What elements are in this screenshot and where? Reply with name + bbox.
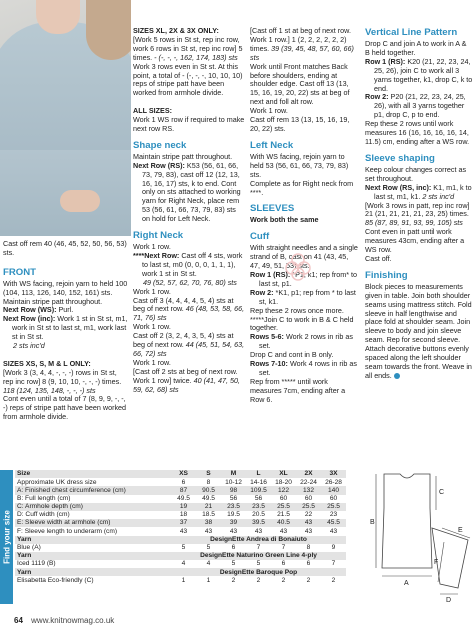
castoff: Cast off. (365, 253, 392, 263)
table-cell: 7 (256, 544, 261, 552)
row-label: A: Finished chest circumference (cm) (15, 486, 171, 494)
table-row (15, 495, 346, 503)
rn7: Work 1 row. (133, 357, 171, 367)
table-cell: 49.5 (202, 494, 215, 502)
section-left-neck: Left Neck (250, 139, 294, 151)
label: Row 2: (365, 92, 389, 102)
vlp-p1: Drop C and join A to work in A & B held together. (365, 39, 467, 57)
table-cell: 2 (306, 576, 311, 584)
table-cell: 7 (331, 560, 336, 568)
ln-p1: With WS facing, rejoin yarn to held 53 (56, 61, 66, 73, 79, 83) sts. (250, 151, 349, 179)
body-outline (382, 474, 432, 568)
diagram-label-d: D (446, 597, 452, 604)
table-cell: 60 (279, 494, 288, 502)
work3: [Work 3 rows in patt, rep inc row] 21 (21, 21, 21, 21, 23, 25) times. (365, 200, 470, 219)
text: P20 (21, 22, 23, 24, 25, 26), with all 3 yarns together p1, drop C, p to end. (374, 92, 466, 120)
table-cell: 22 (304, 511, 313, 519)
table-cell: 98 (221, 486, 246, 494)
size-table (15, 470, 346, 585)
table-cell: 18.5 (202, 511, 215, 519)
table-cell: 8 (206, 478, 211, 486)
table-header-cell: 3X (321, 470, 346, 478)
model-hand (60, 190, 100, 212)
sweater-photo (0, 0, 131, 236)
sizes-note: - (-, -, -, 162, 174, 183) sts (154, 52, 238, 62)
table-cell: 6 (281, 560, 286, 568)
col1-intro: Cast off rem 40 (46, 45, 52, 50, 56, 53) sts. (3, 239, 127, 257)
sizes-label: SIZES XL, 2X & 3X ONLY: (133, 26, 219, 35)
page-number: 64 (14, 616, 23, 625)
table-cell: 2 (281, 576, 286, 584)
label: Row 2: (250, 287, 274, 297)
shaping-p1: Keep colour changes correct as set throughout. (365, 164, 467, 183)
text: Cast off 4 sts, work to last st, m0 (0, 0, 0, 1, 1, 1), work 1 st in St st. (142, 251, 243, 278)
table-cell: 21.5 (277, 511, 290, 519)
table-cell: 26-28 (325, 478, 342, 486)
diagram-label-f: F (434, 559, 439, 566)
table-row (15, 527, 346, 535)
rep-until: Rep from ***** until work measures 7cm, ending after a Row 6. (250, 376, 346, 404)
table-cell: 43 (329, 527, 338, 535)
table-header-cell: XS (171, 470, 196, 478)
cuff-p1: With straight needles and a single strand of B, cast on 41 (43, 45, 47, 49, 51, 53) sts. (250, 243, 358, 271)
note: 44 (45, 51, 54, 63, 66, 72) sts (133, 340, 245, 358)
text: Purl. (56, 305, 74, 315)
all-sizes-label: ALL SIZES: (133, 106, 173, 116)
table-cell: 43 (204, 527, 213, 535)
diagram-label-c: C (439, 489, 445, 496)
table-cell: 2 (256, 576, 261, 584)
column-2 (133, 27, 245, 395)
text: K53 (56, 61, 66, 73, 79, 83), cast off 12 (12, 13, 16, 16, 17) sts, k to end. Cont only on sts attached to working yarn for Right Neck, place rem 53 (56, 61, 66, 73, 79, 83) sts on hold for Left Neck. (142, 160, 241, 224)
section-vertical-line: Vertical Line Pattern (365, 27, 458, 38)
table-cell: 23.5 (246, 503, 271, 511)
text: K20 (21, 22, 23, 24, 25, 26), join C to work all 3 yarns together, k1, drop C, k to end. (374, 56, 473, 93)
table-cell: 4 (206, 560, 211, 568)
table-cell: 18 (179, 511, 188, 519)
table-cell: 40.5 (271, 519, 296, 527)
table-cell: 109.5 (246, 486, 271, 494)
label: Row 1 (RS): (365, 56, 406, 66)
table-cell: 43 (279, 527, 288, 535)
table-cell: 25.5 (321, 503, 346, 511)
note: 39 (39, 45, 48, 57, 60, 66) sts (250, 43, 354, 62)
find-your-size-tab (0, 470, 13, 604)
table-cell: 43 (179, 527, 188, 535)
section-shape-neck: Shape neck (133, 139, 187, 151)
table-cell: 5 (181, 544, 186, 552)
table-cell: 45.5 (321, 519, 346, 527)
table-cell: 140 (321, 486, 346, 494)
row-label: Approximate UK dress size (17, 478, 97, 486)
table-cell: 43 (304, 527, 313, 535)
table-header-cell: L (246, 470, 271, 478)
row-label: D: Cuff width (cm) (17, 511, 70, 519)
table-cell: 1 (206, 576, 211, 584)
cont: Cont even in patt until work measures 43cm, ending after a WS row. (365, 227, 465, 255)
table-cell: 39 (221, 519, 246, 527)
table-header-cell: Size (15, 470, 171, 478)
text: Work 4 rows in rib as set. (259, 359, 357, 377)
label: ****Next Row: (133, 251, 180, 261)
text: *K1, p1; rep from * to last st, k1. (259, 287, 356, 306)
table-cell: 6 (231, 544, 236, 552)
table-cell: 18-20 (275, 478, 292, 486)
table-cell: 22-24 (300, 478, 317, 486)
table-cell: 87 (171, 486, 196, 494)
table-cell: 56 (254, 494, 263, 502)
table-cell: 60 (304, 494, 313, 502)
p3: Work 1 row. (250, 106, 288, 116)
p2: Work until Front matches Back before shoulders, ending at shoulder edge. Cast off 13 (13, 15, 16, 19, 20, 22) sts at beg of next and foll alt row. (250, 61, 350, 107)
yarn-amount-row (15, 544, 346, 552)
table-row (15, 503, 346, 511)
table-cell: 19.5 (227, 511, 240, 519)
shape-neck-p1: Maintain stripe patt throughout. (133, 151, 233, 161)
note: 49 (52, 57, 62, 70, 76, 80) sts (143, 277, 237, 287)
flower-watermark-icon (278, 246, 318, 286)
note: 2 sts inc'd (422, 191, 455, 201)
table-cell: 37 (171, 519, 196, 527)
section-right-neck: Right Neck (133, 230, 184, 242)
note: 85 (87, 89, 91, 93, 99, 105) sts (365, 218, 463, 228)
cont: Cont even until a total of 7 (8, 9, 9, -, -, -) reps of stripe patt have been worked from armhole divide. (3, 394, 127, 422)
yarn-name: DesignEtte Naturino Green Line 4-ply (171, 552, 346, 560)
label: Next Row (RS, inc): (365, 182, 432, 192)
note: 2 sts inc'd (13, 341, 45, 351)
garment-schematic (370, 472, 473, 604)
drop: Drop C and cont in B only. (250, 350, 334, 360)
column-4 (365, 27, 473, 381)
table-header-cell: XL (271, 470, 296, 478)
end-bullet-icon (394, 373, 400, 379)
label: Rows 7-10: (250, 359, 288, 369)
table-row (15, 486, 346, 494)
footer-url[interactable]: www.knitnowmag.co.uk (31, 616, 115, 625)
yarn-name: DesignEtte Andrea di Bonaiuto (171, 536, 346, 544)
yarn-amount-row (15, 560, 346, 568)
text: K1, m1, k to last st, m1, k1. (374, 182, 472, 201)
rn3: Work 1 row. (133, 286, 171, 296)
table-cell: 43 (296, 519, 321, 527)
rn4: Cast off 3 (4, 4, 4, 4, 5, 4) sts at beg of next row. (133, 295, 234, 314)
p1: [Cast off 1 st at beg of next row. Work 1 row.] 1 (2, 2, 2, 2, 2, 2) times. (250, 26, 351, 53)
sizes-text: [Work 5 rows in St st, rep inc row, work 6 rows in St st, rep inc row] 5 times. (133, 34, 243, 62)
table-cell: 5 (231, 560, 236, 568)
label: Next Row (WS): (3, 305, 57, 315)
section-finishing: Finishing (365, 269, 408, 281)
sleeve-outline (432, 528, 468, 588)
row-label: B: Full length (cm) (17, 494, 71, 502)
front-p1: With WS facing, rejoin yarn to held 100 (104, 113, 126, 140, 152, 161) sts. Maintain stripe patt throughout. (3, 278, 128, 306)
diagram-label-b: B (370, 519, 375, 526)
table-header-cell: M (221, 470, 246, 478)
table-cell: 60 (329, 494, 338, 502)
label: Row 1 (RS): (250, 270, 291, 280)
note: 40 (41, 47, 50, 59, 62, 68) sts (133, 375, 240, 394)
table-cell: 21 (196, 503, 221, 511)
table-row (15, 478, 346, 486)
table-cell: 49.5 (177, 494, 190, 502)
row-label: Elisabetta Eco-friendly (C) (17, 576, 94, 584)
label: Next Row (RS): (133, 160, 185, 170)
table-cell: 2 (331, 576, 336, 584)
section-sleeves: SLEEVES (250, 203, 295, 215)
column-3 (250, 27, 360, 405)
rn1: Work 1 row. (133, 242, 171, 252)
label: Rows 5-6: (250, 332, 284, 342)
table-cell: 6 (306, 560, 311, 568)
side-tab-label: Find your size (2, 510, 11, 564)
table-cell: 4 (181, 560, 186, 568)
table-cell: 23.5 (221, 503, 246, 511)
column-1 (3, 240, 128, 422)
row-label: Yarn (15, 552, 171, 560)
table-header-cell: 2X (296, 470, 321, 478)
table-cell: 132 (296, 486, 321, 494)
section-cuff: Cuff (250, 231, 270, 243)
note: 46 (48, 53, 58, 66, 71, 76) sts (133, 304, 245, 323)
table-cell: 25.5 (271, 503, 296, 511)
yarn-row (15, 568, 346, 576)
rn5: Work 1 row. (133, 322, 171, 332)
label: Next Row (inc): (3, 314, 56, 324)
row-label: C: Armhole depth (cm) (15, 503, 171, 511)
table-cell: 56 (229, 494, 238, 502)
sizes-label: SIZES XS, S, M & L ONLY: (3, 358, 91, 368)
table-cell: 39.5 (246, 519, 271, 527)
yarn-row (15, 552, 346, 560)
row-label: Blue (A) (17, 544, 41, 552)
sleeves-sub: Work both the same (250, 215, 319, 225)
row-label: F: Sleeve length to underarm (cm) (17, 527, 118, 535)
work3: Work 3 rows even in St st. At this point, a total of - (-, -, -, 10, 10, 10) reps of stripe patt have been worked from armhole divide. (133, 61, 243, 98)
table-cell: 5 (206, 544, 211, 552)
table-cell: 23 (329, 511, 338, 519)
table-cell: 9 (331, 544, 336, 552)
diagram-label-e: E (458, 527, 463, 534)
diagram-label-a: A (404, 580, 409, 587)
table-cell: 90.5 (196, 486, 221, 494)
table-cell: 14-16 (250, 478, 267, 486)
table-cell: 10-12 (225, 478, 242, 486)
table-cell: 43 (229, 527, 238, 535)
text: Work 2 rows in rib as set. (259, 332, 353, 351)
rep-text: Rep these 2 rows until work measures 16 (16, 16, 16, 16, 14, 11.5) cm, ending after a WS row. (365, 119, 470, 146)
sizes-note: 118 (124, 135, 148, -, -, -) sts (3, 385, 96, 395)
p4: Cast off rem 13 (13, 15, 16, 19, 20, 22) sts. (250, 115, 350, 133)
table-cell: 6 (181, 478, 186, 486)
row-label: E: Sleeve width at armhole (cm) (15, 519, 171, 527)
rn8: [Cast off 2 sts at beg of next row. Work 1 row] twice. (133, 366, 238, 385)
yarn-row (15, 536, 346, 544)
text: Work 1 st in St st, m1, work in St st to last st, m1, work last st in St st. (12, 314, 128, 342)
table-header-cell: S (196, 470, 221, 478)
table-cell: 25.5 (296, 503, 321, 511)
section-front: FRONT (3, 266, 37, 278)
table-cell: 38 (196, 519, 221, 527)
row-label: Iced 1119 (B) (17, 560, 56, 568)
rep-text: Rep these 2 rows once more. *****Join C to work in B & C held together. (250, 305, 354, 333)
table-cell: 19 (171, 503, 196, 511)
table-cell: 1 (181, 576, 186, 584)
table-cell: 2 (231, 576, 236, 584)
table-header-row (15, 470, 346, 478)
all-sizes-text: Work 1 WS row if required to make next row RS. (133, 115, 245, 133)
table-row (15, 511, 346, 519)
table-cell: 7 (281, 544, 286, 552)
text: *P1, k1; rep from* to last st, p1. (259, 270, 358, 288)
table-cell: 43 (254, 527, 263, 535)
yarn-name: DesignEtte Baroque Pop (171, 568, 346, 576)
footer (14, 616, 114, 625)
yarn-amount-row (15, 576, 346, 584)
rn6: Cast off 2 (3, 2, 4, 3, 5, 4) sts at beg of next row. (133, 331, 234, 350)
sizes-text: [Work 3 (3, 4, 4, -, -, -) rows in St st, rep inc row] 8 (9, 10, 10, -, -, -) times. (3, 367, 122, 386)
section-sleeve-shaping: Sleeve shaping (365, 152, 435, 164)
row-label: Yarn (15, 568, 171, 576)
table-cell: 5 (256, 560, 261, 568)
table-cell: 122 (271, 486, 296, 494)
row-label: Yarn (15, 536, 171, 544)
finishing-p1: Block pieces to measurements given in table. Join both shoulder seams using mattress stitch. Fold sleeve in half lengthwise and place fold at shoulder seam. Join sleeve to body and join sleeve seam. Rep for second sleeve. Attach decorative buttons evenly spaced along the left shoulder seam towards the front. Weave in all ends. (365, 281, 472, 380)
ln-p2: Complete as for Right neck from ****. (250, 178, 354, 197)
model-hair (86, 0, 131, 60)
table-cell: 8 (306, 544, 311, 552)
table-row (15, 519, 346, 527)
table-cell: 20.5 (252, 511, 265, 519)
